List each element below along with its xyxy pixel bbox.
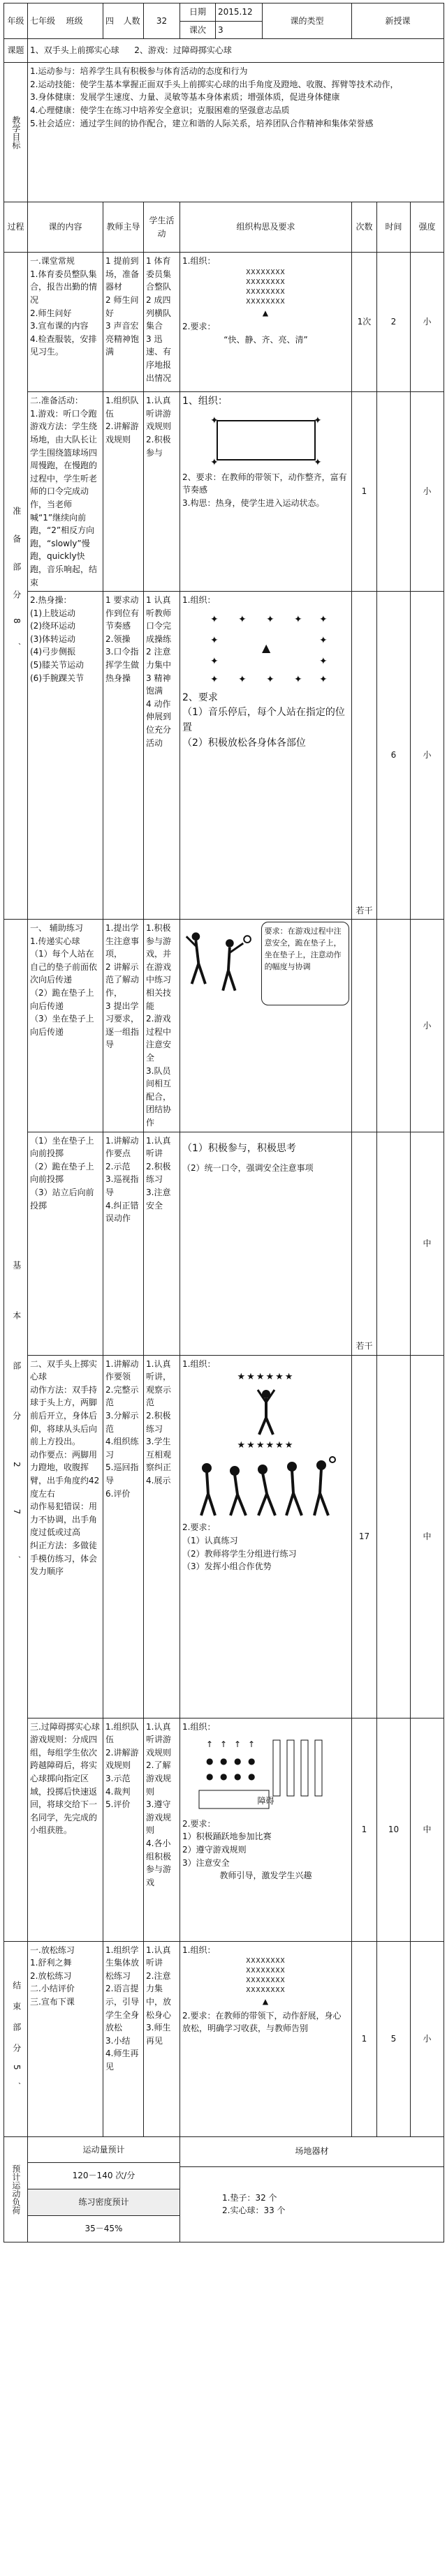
student-line: 2.积极参与 xyxy=(146,434,171,458)
org-extra: 3.构思：热身，使学生进入运动状态。 xyxy=(182,498,325,509)
end-content xyxy=(28,1941,103,2136)
svg-text:▲: ▲ xyxy=(261,641,270,654)
content-line: 动作要点：两脚用力蹬地，收腹挥臂，出手角度约42度左右 xyxy=(30,1449,100,1499)
col-process: 过程 xyxy=(4,202,28,253)
formation-diagram: XXXXXXXX XXXXXXXX XXXXXXXX XXXXXXXX ▲ xyxy=(246,268,286,319)
end-teacher xyxy=(103,1941,144,2136)
star-row-bottom: ★★★★★★ xyxy=(237,1440,295,1451)
end-times: 1 xyxy=(352,1941,377,2136)
svg-text:●: ● xyxy=(205,1772,213,1782)
teacher-line: 5.巡回指导 xyxy=(105,1462,139,1485)
end-intensity: 小 xyxy=(411,1941,444,2136)
basic-b3-times: 17 xyxy=(352,1355,377,1718)
basic-b2-teacher xyxy=(103,1132,144,1355)
prep-b3-content xyxy=(28,592,103,920)
teacher-line: 1.讲解动作要领 xyxy=(105,1358,139,1382)
basic-b2-content xyxy=(28,1132,103,1355)
density-label: 练习密度预计 xyxy=(28,2189,179,2216)
svg-text:✦: ✦ xyxy=(293,673,302,685)
content-line: 一、 辅助练习 xyxy=(30,923,83,934)
col-content: 课的内容 xyxy=(28,202,103,253)
student-line: 2.了解游戏规则 xyxy=(146,1760,172,1797)
org-title: 1.组织： xyxy=(182,256,216,267)
basic-b3-intensity: 中 xyxy=(411,1355,444,1718)
prep-b1-student xyxy=(144,253,180,392)
content-line: 二.小结评价 xyxy=(30,1984,75,1994)
teacher-line: 2.完整示范 xyxy=(105,1384,139,1408)
svg-text:✦: ✦ xyxy=(318,613,328,625)
student-line: 3.师生再见 xyxy=(146,2023,171,2046)
end-duration: 5 xyxy=(377,1941,411,2136)
student-line: 3.遵守游戏规则 xyxy=(146,1799,172,1836)
prep-b2-teacher xyxy=(103,392,144,592)
svg-text:✦: ✦ xyxy=(210,414,219,426)
student-line: 1.认真听讲游戏规则 xyxy=(146,1721,172,1758)
col-intensity: 强度 xyxy=(411,202,444,253)
content-line: 1.体育委员整队集合，报告出勤的情况 xyxy=(30,269,98,305)
teacher-line: 2.语言提示，引导学生全身放松 xyxy=(105,1984,140,2033)
basic-b1-teacher xyxy=(103,920,144,1132)
thrower-figure xyxy=(245,1387,287,1436)
org-title: 1.组织： xyxy=(182,1945,216,1955)
basic-b2-intensity: 中 xyxy=(411,1132,444,1355)
teacher-line: 1.讲解动作要点 xyxy=(105,1135,139,1159)
lesson-plan-page xyxy=(0,3,447,2576)
org-req: 2.要求：在教师的带领下，动作舒展，身心放松，明确学习收获，与教师告别 xyxy=(182,2010,342,2034)
org-title: 1.组织： xyxy=(182,595,216,606)
prep-b1-organize xyxy=(180,253,352,392)
svg-text:✦: ✦ xyxy=(237,673,247,685)
svg-text:↑: ↑ xyxy=(247,1739,255,1750)
teacher-line: 3 声音宏亮精神饱满 xyxy=(105,321,140,357)
venue-item: 1.垫子：32 个 xyxy=(222,2192,277,2203)
teacher-line: 4.裁判 xyxy=(105,1786,131,1797)
goal-item: 3.身体健康：发展学生速度、力量、灵敏等基本身体素质；增强体质，促进身体健康 xyxy=(30,92,340,103)
student-line: 1.认真听讲 xyxy=(146,1135,171,1159)
basic-b4-intensity: 中 xyxy=(411,1718,444,1941)
svg-text:●: ● xyxy=(205,1756,213,1767)
student-line: 4 动作伸展到位充分活动 xyxy=(146,698,172,748)
basic-b1-content xyxy=(28,920,103,1132)
svg-text:✦: ✦ xyxy=(265,613,274,625)
content-line: 1.舒利之舞 xyxy=(30,1958,72,1968)
topic-label: 课题 xyxy=(4,39,28,63)
teacher-line: 1.组织队伍 xyxy=(105,396,139,419)
teacher-line: 4.纠正错误动作 xyxy=(105,1200,139,1224)
col-organize: 组织构思及要求 xyxy=(180,202,352,253)
teacher-line: 3 提出学习要求，逐一组指导 xyxy=(105,1001,140,1050)
content-line: 2.放松练习 xyxy=(30,1970,72,1981)
teacher-line: 3.分解示范 xyxy=(105,1410,139,1434)
prep-b1-times: 1次 xyxy=(352,253,377,392)
date-lesson-cell xyxy=(180,3,352,39)
prep-b1-intensity: 小 xyxy=(411,253,444,392)
col-duration: 时间 xyxy=(377,202,411,253)
prep-b2-student xyxy=(144,392,180,592)
basic-b4-teacher xyxy=(103,1718,144,1941)
prep-b2-intensity: 小 xyxy=(411,392,444,592)
class-label: 班级 xyxy=(66,15,83,26)
org-req-2: （2）积极放松各身体各部位 xyxy=(182,737,306,749)
type-label: 课的类型 xyxy=(290,15,324,26)
teacher-line: 6.评价 xyxy=(105,1488,131,1499)
org-req: 2、要求：在教师的带领下，动作整齐，富有节奏感 xyxy=(182,472,347,495)
content-line: （3）坐在垫子上向后传递 xyxy=(30,1014,94,1037)
basic-b1-organize xyxy=(180,920,352,1132)
col-student: 学生活动 xyxy=(144,202,180,253)
prep-b3-teacher xyxy=(103,592,144,920)
content-line: (5)膝关节运动 xyxy=(30,660,84,671)
content-line: 游戏规则：分成四组，每组学生依次跨越障碍后，将实心球掷向指定区域，投掷后快速返回，将球交给下一名同学，先完成的小组获胜。 xyxy=(30,1735,98,1836)
goal-item: 1.运动参与：培养学生具有积极参与体育活动的态度和行为 xyxy=(30,66,248,77)
content-line: 三.过障碍掷实心球 xyxy=(30,1721,100,1732)
teacher-line: 1 要求动作到位有节奏感 xyxy=(105,595,140,631)
col-times: 次数 xyxy=(352,202,377,253)
basic-b1-duration xyxy=(377,920,411,1132)
teacher-line: 1.组织学生集体放松练习 xyxy=(105,1945,140,1981)
org-req-3: （3）发挥小组合作优势 xyxy=(182,1562,272,1572)
load-label: 运动量预计 xyxy=(28,2137,179,2163)
content-line: 2.热身操： xyxy=(30,595,72,606)
content-line: 1.传递实心球 xyxy=(30,936,80,946)
student-line: 3 迅速、有序地报出情况 xyxy=(146,334,172,383)
content-line: 二.准备活动： xyxy=(30,396,83,406)
prep-b3-student xyxy=(144,592,180,920)
content-line: 4.检查服装，安排见习生。 xyxy=(30,334,97,357)
org-req-2: （2）教师将学生分组进行练习 xyxy=(182,1548,297,1559)
svg-text:●: ● xyxy=(219,1772,227,1782)
basic-b1-student xyxy=(144,920,180,1132)
org-req-3: 3）注意安全 xyxy=(182,1857,230,1868)
teacher-line: 2.讲解游戏规则 xyxy=(105,421,139,444)
lesson-plan-table xyxy=(3,3,444,2242)
prep-b1-content xyxy=(28,253,103,392)
teacher-line: 3.示范 xyxy=(105,1773,131,1783)
end-process-label: 结束部分5′ xyxy=(11,1980,22,2097)
content-line: （2）跪在垫子上向前投掷 xyxy=(30,1161,94,1185)
end-organize xyxy=(180,1941,352,2136)
org-req-2: 2）遵守游戏规则 xyxy=(182,1844,247,1855)
prep-b1-duration: 2 xyxy=(377,253,411,392)
student-line: 1.认真听讲，观察示范 xyxy=(146,1358,172,1408)
obstacle-label: 障碍 xyxy=(257,1796,274,1806)
grade-value: 七年级 xyxy=(30,15,56,26)
prep-process-cell xyxy=(4,253,28,920)
content-line: (2)绕环运动 xyxy=(30,621,75,631)
warmup-formation-diagram xyxy=(196,610,336,687)
svg-text:✦: ✦ xyxy=(210,456,219,468)
content-line: 一.课堂常规 xyxy=(30,256,75,267)
student-line: 2 注意力集中 xyxy=(146,647,172,671)
svg-text:●: ● xyxy=(233,1772,241,1782)
prep-process-label: 准备部分8′ xyxy=(11,507,22,665)
teacher-line: 1.提出学生注意事项， xyxy=(105,923,140,959)
svg-text:✦: ✦ xyxy=(293,613,302,625)
prep-b3-organize xyxy=(180,592,352,920)
content-line: （2）跪在垫子上向后传递 xyxy=(30,988,94,1011)
end-process-cell xyxy=(4,1941,28,2136)
basic-b2-duration xyxy=(377,1132,411,1355)
svg-text:↑: ↑ xyxy=(205,1739,213,1750)
student-line: 2 成四列横队集合 xyxy=(146,294,172,331)
basic-b3-organize xyxy=(180,1355,352,1718)
svg-text:✦: ✦ xyxy=(265,673,274,685)
prep-b2-content xyxy=(28,392,103,592)
goal-item: 5.社会适应：通过学生间的协作配合，建立和谐的人际关系，培养团队合作精神和集体荣誉感 xyxy=(30,118,374,128)
student-line: 2.注意力集中，放松身心 xyxy=(146,1970,172,2020)
lesson-label: 课次 xyxy=(180,21,216,38)
content-line: （1）每个人站在自己的垫子前面依次向后传递 xyxy=(30,949,98,985)
student-line: 2.积极练习 xyxy=(146,1161,171,1185)
basic-b2-organize xyxy=(180,1132,352,1355)
org-req-1: （1）音乐停后，每个人站在指定的位置 xyxy=(182,707,345,734)
basic-b3-teacher xyxy=(103,1355,144,1718)
teacher-line: 3.小结 xyxy=(105,2035,131,2046)
content-line: 一.放松练习 xyxy=(30,1945,75,1955)
content-line: (4)弓步侧振 xyxy=(30,647,75,657)
svg-text:●: ● xyxy=(219,1756,227,1767)
basic-process-label: 基本部分27′ xyxy=(11,1260,22,1600)
people-label: 人数 xyxy=(123,15,140,26)
basic-b1-times xyxy=(352,920,377,1132)
teacher-line: 2 师生问好 xyxy=(105,294,139,318)
goals-label-cell xyxy=(4,63,28,202)
basic-b4-duration: 10 xyxy=(377,1718,411,1941)
svg-text:↑: ↑ xyxy=(233,1739,241,1750)
svg-text:✦: ✦ xyxy=(210,613,219,625)
content-line: 动作方法：双手持球于头上方，两脚前后开立，身体后仰，将球从头后向前上方投出。 xyxy=(30,1384,98,1447)
density-value: 35－45% xyxy=(85,2223,123,2233)
content-line: 二、双手头上掷实心球 xyxy=(30,1358,98,1382)
prep-b3-intensity: 小 xyxy=(411,592,444,920)
student-line: 4.各小组积极参与游戏 xyxy=(146,1838,172,1887)
basic-b3-student xyxy=(144,1355,180,1718)
svg-text:●: ● xyxy=(233,1756,241,1767)
running-track-diagram xyxy=(203,412,329,468)
col-teacher: 教师主导 xyxy=(103,202,144,253)
basic-b4-organize xyxy=(180,1718,352,1941)
org-req-1: （1）认真练习 xyxy=(182,1536,238,1546)
grade-value-cell xyxy=(28,3,103,39)
requirement-box: 要求：在游戏过程中注意安全，跪在垫子上，坐在垫子上，注意动作的幅度与协调 xyxy=(261,922,349,1005)
passing-ball-figure xyxy=(182,922,257,1005)
teacher-line: 5.评价 xyxy=(105,1799,131,1810)
content-line: （1）坐在垫子上向前投掷 xyxy=(30,1135,94,1159)
svg-text:✦: ✦ xyxy=(313,456,322,468)
org-req-title: 2.要求： xyxy=(182,322,216,332)
content-line: 3.宣布课的内容 xyxy=(30,321,89,331)
basic-b2-student xyxy=(144,1132,180,1355)
org-req-2: （2）统一口令，强调安全注意事项 xyxy=(182,1163,314,1174)
footer-label-cell xyxy=(4,2136,28,2242)
basic-b3-duration xyxy=(377,1355,411,1718)
goal-item: 4.心理健康：使学生在练习中培养安全意识；克服困难的坚强意志品质 xyxy=(30,105,290,115)
student-line: 3 精神饱满 xyxy=(146,673,171,696)
basic-b4-content xyxy=(28,1718,103,1941)
student-line: 1.认真听讲游戏规则 xyxy=(146,396,172,432)
date-label: 日期 xyxy=(180,3,216,21)
teacher-line: 1.组织队伍 xyxy=(105,1721,139,1745)
venue-label: 场地器材 xyxy=(180,2137,444,2167)
content-line: 2.师生问好 xyxy=(30,308,72,318)
content-line: （3）站立后向前投掷 xyxy=(30,1187,94,1211)
teacher-line: 3.口令指挥学生做热身操 xyxy=(105,647,140,683)
student-line: 1 体育委员集合整队 xyxy=(146,256,172,292)
teacher-line: 3.巡视指导 xyxy=(105,1174,139,1197)
svg-text:✦: ✦ xyxy=(210,673,219,685)
org-req-1: （1）积极参与，积极思考 xyxy=(182,1142,296,1154)
content-line: 三.宣布下课 xyxy=(30,1996,75,2007)
venue-items xyxy=(180,2166,444,2242)
content-line: 1.游戏：听口令跑 xyxy=(30,408,97,419)
student-line: 1 认真听教师口令完成操练 xyxy=(146,595,172,644)
student-line: 1.积极参与游戏，并在游戏中练习相关技能 xyxy=(146,923,172,1011)
basic-b4-student xyxy=(144,1718,180,1941)
org-title: 1.组织： xyxy=(182,1358,216,1369)
prep-b1-teacher xyxy=(103,253,144,392)
class-people-cell xyxy=(103,3,144,39)
footer-load-cell xyxy=(28,2136,180,2242)
org-req-4: 教师引导，激发学生兴趣 xyxy=(219,1871,312,1881)
content-line: (6)手腕踝关节 xyxy=(30,673,84,683)
content-line: 纠正方法：多做徒手模仿练习，体会发力顺序 xyxy=(30,1540,98,1577)
basic-process-cell xyxy=(4,920,28,1942)
student-line: 3.注意安全 xyxy=(146,1187,171,1211)
end-student xyxy=(144,1941,180,2136)
topic-text-1: 1、双手头上前掷实心球 xyxy=(30,45,119,56)
footer-label: 预计运动负荷 xyxy=(10,2164,21,2215)
svg-text:✦: ✦ xyxy=(318,634,328,646)
footer-venue-cell xyxy=(180,2136,444,2242)
svg-text:✦: ✦ xyxy=(237,613,247,625)
basic-b4-times: 1 xyxy=(352,1718,377,1941)
people-value: 32 xyxy=(144,3,180,39)
student-line: 1.认真听讲 xyxy=(146,1945,171,1968)
type-value: 新授课 xyxy=(352,3,444,39)
lesson-value: 3 xyxy=(216,21,263,38)
load-value: 120－140 次/分 xyxy=(28,2163,179,2189)
org-title: 1.组织： xyxy=(182,1721,216,1732)
org-req-1: 1）积极踊跃地参加比赛 xyxy=(182,1832,272,1842)
teacher-line: 4.组织练习 xyxy=(105,1437,139,1460)
svg-text:✦: ✦ xyxy=(313,414,322,426)
content-line: 动作易犯错误：用力不协调，出手角度过低或过高 xyxy=(30,1502,98,1538)
student-line: 2.游戏过程中注意安全 xyxy=(146,1014,172,1063)
org-req-title: 2、要求 xyxy=(182,691,218,703)
class-value: 四 xyxy=(105,15,115,26)
svg-text:✦: ✦ xyxy=(318,673,328,685)
prep-b2-duration xyxy=(377,392,411,592)
teacher-line: 2.示范 xyxy=(105,1161,131,1171)
throwing-sequence-figure xyxy=(193,1455,339,1518)
venue-item: 2.实心球：33 个 xyxy=(222,2206,286,2216)
content-line: (3)体转运动 xyxy=(30,634,75,644)
svg-text:✦: ✦ xyxy=(318,655,328,667)
basic-b3-content xyxy=(28,1355,103,1718)
svg-text:✦: ✦ xyxy=(210,634,219,646)
goals-label: 教学目标 xyxy=(10,115,21,149)
formation-diagram: XXXXXXXX XXXXXXXX XXXXXXXX XXXXXXXX ▲ xyxy=(246,1957,286,2008)
basic-b2-times: 若干 xyxy=(352,1132,377,1355)
svg-text:●: ● xyxy=(247,1756,255,1767)
prep-b3-duration: 6 xyxy=(377,592,411,920)
student-line: 2.积极练习 xyxy=(146,1410,171,1434)
student-line: 3.队员间相互配合，团结协作 xyxy=(146,1065,172,1128)
date-value: 2015.12 xyxy=(216,3,263,21)
org-title: 1、组织： xyxy=(182,396,228,407)
svg-text:↑: ↑ xyxy=(219,1739,227,1750)
svg-text:✦: ✦ xyxy=(210,655,219,667)
teacher-line: 2.领操 xyxy=(105,634,131,644)
content-line: 游戏方法：学生绕场地，由大队长让学生围绕篮球场四周慢跑，在慢跑的过程中，学生听老师的口令完成动作，当老师喊“1”继续向前跑，“2”相反方向跑，“slowly”慢跑，quickly快跑，音乐响起，结束 xyxy=(30,421,98,587)
teacher-line: 4.师生再见 xyxy=(105,2049,139,2072)
basic-b1-intensity: 小 xyxy=(411,920,444,1132)
svg-text:●: ● xyxy=(247,1772,255,1782)
star-row-top: ★★★★★★ xyxy=(237,1372,295,1383)
goals-cell xyxy=(28,63,444,202)
student-line: 3.学生互相观察纠正 xyxy=(146,1437,172,1473)
org-req-title: 2.要求： xyxy=(182,1818,216,1829)
student-line: 4.展示 xyxy=(146,1475,171,1485)
teacher-line: 2.讲解游戏规则 xyxy=(105,1747,139,1771)
goal-item: 2.运动技能：使学生基本掌握正面双手头上前掷实心球的出手角度及蹬地、收腹、挥臂等技术动作， xyxy=(30,79,399,89)
content-line: (1)上肢运动 xyxy=(30,608,75,618)
prep-b3-times: 若干 xyxy=(352,592,377,920)
org-req-title: 2.要求： xyxy=(182,1522,216,1533)
topic-cell xyxy=(28,39,444,63)
topic-text-2: 2、游戏：过障碍掷实心球 xyxy=(134,45,232,56)
grade-label: 年级 xyxy=(4,3,28,39)
prep-b2-times: 1 xyxy=(352,392,377,592)
org-req: “快、静、齐、亮、清” xyxy=(224,334,308,345)
prep-b2-organize xyxy=(180,392,352,592)
teacher-line: 1 提前到场，准备器材 xyxy=(105,256,140,292)
teacher-line: 2 讲解示范了解动作， xyxy=(105,961,140,998)
